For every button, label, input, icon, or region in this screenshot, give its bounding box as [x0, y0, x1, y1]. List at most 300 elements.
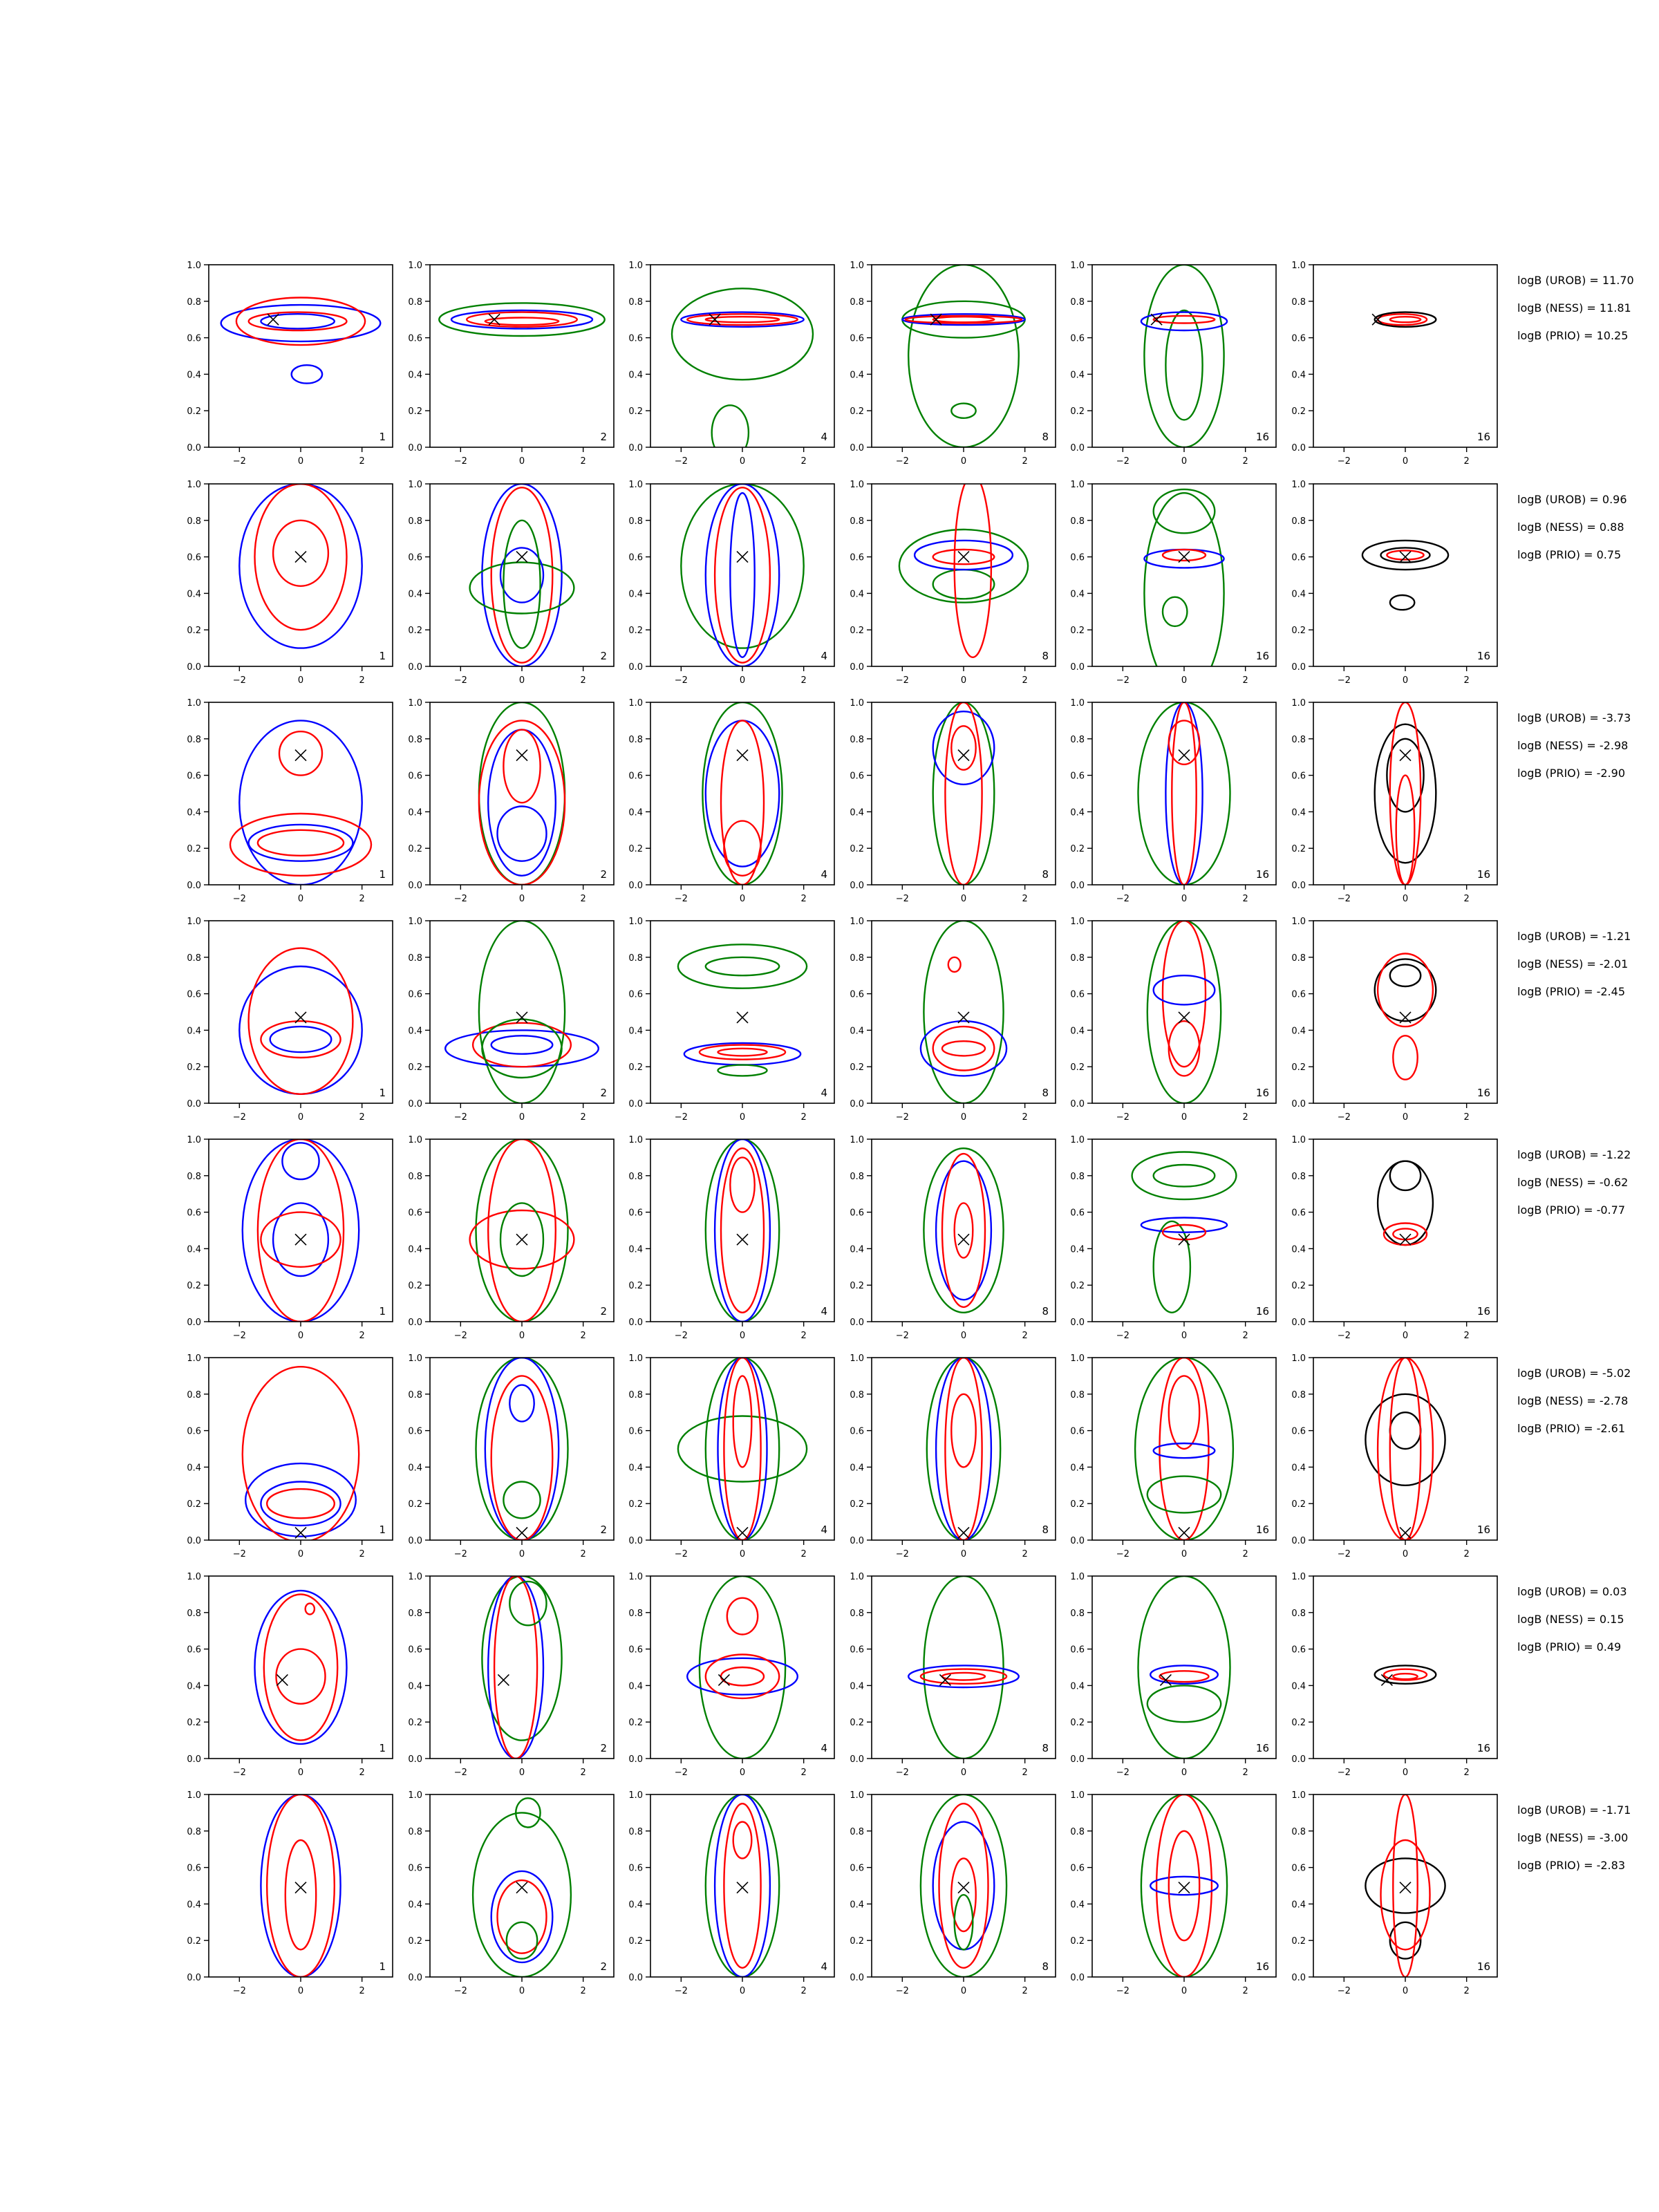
- y-tick-label: 0.2: [187, 1499, 201, 1510]
- x-tick-label: 0: [297, 894, 304, 904]
- x-tick-label: −2: [674, 456, 688, 467]
- y-tick-label: 1.0: [408, 1353, 422, 1364]
- x-tick-label: 2: [1242, 1986, 1248, 1996]
- logb-annotation: logB (PRIO) = -2.90: [1517, 767, 1625, 780]
- y-tick-label: 0.6: [628, 1644, 643, 1656]
- y-tick-label: 1.0: [628, 1135, 643, 1145]
- panel-label: 16: [1255, 1087, 1269, 1099]
- x-tick-label: 0: [1181, 675, 1188, 686]
- y-tick-label: 0.0: [1070, 1536, 1085, 1546]
- y-tick-label: 0.2: [1070, 1281, 1085, 1292]
- y-tick-label: 1.0: [408, 698, 422, 709]
- y-tick-label: 0.4: [1070, 1900, 1085, 1911]
- x-tick-label: 2: [1463, 1549, 1470, 1559]
- x-tick-label: 0: [518, 1549, 525, 1559]
- y-tick-label: 1.0: [1070, 261, 1085, 271]
- y-tick-label: 0.6: [628, 989, 643, 1000]
- y-tick-label: 0.8: [850, 297, 864, 308]
- x-tick-label: −2: [1116, 1112, 1130, 1123]
- y-tick-label: 0.2: [628, 1936, 643, 1947]
- x-tick-label: 2: [1463, 456, 1470, 467]
- y-tick-label: 0.6: [1070, 1208, 1085, 1219]
- panel-label: 2: [600, 1742, 607, 1754]
- x-tick-label: 2: [1022, 1331, 1028, 1341]
- y-tick-label: 0.2: [628, 626, 643, 637]
- y-tick-label: 0.6: [1070, 771, 1085, 782]
- y-tick-label: 0.4: [1070, 807, 1085, 818]
- x-tick-label: 0: [297, 1549, 304, 1559]
- y-tick-label: 0.6: [408, 1208, 422, 1219]
- y-tick-label: 0.8: [1070, 734, 1085, 745]
- y-tick-label: 0.2: [1070, 1936, 1085, 1947]
- x-tick-label: 0: [518, 1986, 525, 1996]
- x-tick-label: 0: [1402, 894, 1409, 904]
- y-tick-label: 0.2: [408, 1062, 422, 1074]
- y-tick-label: 0.4: [1291, 589, 1306, 600]
- y-tick-label: 0.2: [187, 406, 201, 418]
- y-tick-label: 0.6: [1291, 989, 1306, 1000]
- x-tick-label: 0: [297, 1331, 304, 1341]
- y-tick-label: 0.0: [850, 1099, 864, 1109]
- logb-annotation: logB (PRIO) = 0.49: [1517, 1640, 1622, 1653]
- x-tick-label: 2: [1463, 1986, 1470, 1996]
- x-tick-label: −2: [232, 1768, 246, 1778]
- y-tick-label: 0.2: [1291, 626, 1306, 637]
- y-tick-label: 0.6: [1070, 1426, 1085, 1437]
- x-tick-label: 0: [1402, 1331, 1409, 1341]
- y-tick-label: 0.2: [628, 1499, 643, 1510]
- y-tick-label: 0.6: [408, 1426, 422, 1437]
- y-tick-label: 1.0: [187, 917, 201, 927]
- y-tick-label: 1.0: [1070, 1135, 1085, 1145]
- x-tick-label: 2: [800, 1549, 807, 1559]
- y-tick-label: 0.8: [628, 516, 643, 527]
- y-tick-label: 1.0: [1070, 1353, 1085, 1364]
- x-tick-label: 2: [359, 894, 365, 904]
- y-tick-label: 0.4: [1070, 1026, 1085, 1037]
- y-tick-label: 1.0: [1291, 261, 1306, 271]
- y-tick-label: 0.6: [187, 771, 201, 782]
- y-tick-label: 0.0: [1070, 1973, 1085, 1983]
- y-tick-label: 0.4: [1291, 1463, 1306, 1474]
- y-tick-label: 0.8: [408, 1608, 422, 1619]
- x-tick-label: −2: [895, 456, 909, 467]
- y-tick-label: 0.0: [1291, 881, 1306, 891]
- y-tick-label: 0.8: [1070, 297, 1085, 308]
- x-tick-label: 0: [739, 894, 746, 904]
- x-tick-label: −2: [232, 1112, 246, 1123]
- x-tick-label: −2: [895, 1768, 909, 1778]
- logb-annotation: logB (NESS) = -0.62: [1517, 1176, 1629, 1189]
- panel-label: 8: [1042, 1087, 1049, 1099]
- y-tick-label: 0.6: [1291, 1644, 1306, 1656]
- x-tick-label: 0: [1402, 1768, 1409, 1778]
- y-tick-label: 0.0: [1291, 1536, 1306, 1546]
- y-tick-label: 0.8: [1291, 953, 1306, 964]
- x-tick-label: 0: [1181, 1549, 1188, 1559]
- x-tick-label: 2: [1463, 675, 1470, 686]
- y-tick-label: 0.4: [850, 1681, 864, 1692]
- y-tick-label: 0.6: [187, 333, 201, 344]
- y-tick-label: 0.2: [850, 626, 864, 637]
- panel-label: 16: [1477, 431, 1490, 443]
- y-tick-label: 0.0: [628, 662, 643, 673]
- x-tick-label: −2: [453, 1112, 467, 1123]
- x-tick-label: −2: [1337, 1331, 1351, 1341]
- y-tick-label: 0.6: [1291, 333, 1306, 344]
- y-tick-label: 0.2: [1291, 1718, 1306, 1729]
- y-tick-label: 0.2: [1070, 844, 1085, 855]
- x-tick-label: 0: [739, 675, 746, 686]
- y-tick-label: 1.0: [628, 261, 643, 271]
- panel-label: 8: [1042, 868, 1049, 881]
- y-tick-label: 1.0: [628, 480, 643, 490]
- panel-label: 16: [1255, 1305, 1269, 1318]
- y-tick-label: 0.8: [408, 1171, 422, 1182]
- logb-annotation: logB (UROB) = -5.02: [1517, 1367, 1631, 1380]
- y-tick-label: 0.8: [850, 1826, 864, 1837]
- x-tick-label: −2: [1337, 456, 1351, 467]
- x-tick-label: 2: [1463, 1331, 1470, 1341]
- y-tick-label: 0.0: [1291, 1318, 1306, 1328]
- x-tick-label: 0: [297, 456, 304, 467]
- y-tick-label: 0.2: [850, 844, 864, 855]
- y-tick-label: 0.8: [408, 297, 422, 308]
- x-tick-label: 2: [580, 1549, 586, 1559]
- panel-label: 1: [379, 1305, 386, 1318]
- panel-label: 1: [379, 650, 386, 662]
- y-tick-label: 0.2: [408, 1718, 422, 1729]
- panel-label: 4: [821, 1524, 827, 1536]
- y-tick-label: 0.8: [1070, 1171, 1085, 1182]
- y-tick-label: 0.6: [628, 1208, 643, 1219]
- panel-label: 8: [1042, 431, 1049, 443]
- y-tick-label: 1.0: [408, 1790, 422, 1801]
- y-tick-label: 0.4: [850, 1900, 864, 1911]
- y-tick-label: 0.4: [628, 1681, 643, 1692]
- y-tick-label: 0.0: [187, 1973, 201, 1983]
- y-tick-label: 0.4: [850, 1463, 864, 1474]
- y-tick-label: 0.6: [187, 1863, 201, 1874]
- y-tick-label: 0.2: [1291, 844, 1306, 855]
- y-tick-label: 0.8: [1070, 1608, 1085, 1619]
- y-tick-label: 0.4: [1070, 370, 1085, 381]
- y-tick-label: 0.6: [1070, 989, 1085, 1000]
- y-tick-label: 0.4: [187, 1026, 201, 1037]
- x-tick-label: 2: [1022, 1549, 1028, 1559]
- x-tick-label: 0: [1181, 1768, 1188, 1778]
- y-tick-label: 0.2: [408, 406, 422, 418]
- y-tick-label: 0.0: [1070, 662, 1085, 673]
- y-tick-label: 0.4: [1070, 1244, 1085, 1255]
- y-tick-label: 0.6: [628, 1426, 643, 1437]
- y-tick-label: 0.0: [1291, 1754, 1306, 1765]
- x-tick-label: −2: [232, 456, 246, 467]
- x-tick-label: 2: [1022, 1986, 1028, 1996]
- y-tick-label: 0.4: [1291, 1900, 1306, 1911]
- y-tick-label: 0.8: [1070, 1389, 1085, 1400]
- x-tick-label: 2: [1463, 894, 1470, 904]
- y-tick-label: 0.6: [850, 552, 864, 563]
- y-tick-label: 0.0: [187, 1536, 201, 1546]
- panel-label: 16: [1477, 1960, 1490, 1973]
- y-tick-label: 1.0: [850, 1135, 864, 1145]
- y-tick-label: 0.2: [408, 626, 422, 637]
- y-tick-label: 0.4: [850, 807, 864, 818]
- y-tick-label: 0.8: [408, 734, 422, 745]
- y-tick-label: 0.0: [628, 1318, 643, 1328]
- y-tick-label: 0.0: [1291, 1099, 1306, 1109]
- y-tick-label: 1.0: [850, 480, 864, 490]
- x-tick-label: 2: [1242, 1549, 1248, 1559]
- y-tick-label: 0.0: [628, 1536, 643, 1546]
- panel-label: 16: [1255, 1960, 1269, 1973]
- y-tick-label: 0.2: [850, 406, 864, 418]
- x-tick-label: 2: [1463, 1112, 1470, 1123]
- y-tick-label: 1.0: [187, 1135, 201, 1145]
- y-tick-label: 0.8: [187, 1171, 201, 1182]
- y-tick-label: 0.0: [187, 662, 201, 673]
- y-tick-label: 0.6: [408, 1644, 422, 1656]
- y-tick-label: 0.4: [408, 807, 422, 818]
- x-tick-label: −2: [1116, 675, 1130, 686]
- x-tick-label: 0: [518, 675, 525, 686]
- logb-annotation: logB (NESS) = 11.81: [1517, 301, 1631, 315]
- y-tick-label: 1.0: [850, 1572, 864, 1582]
- logb-annotation: logB (UROB) = 0.03: [1517, 1585, 1627, 1598]
- y-tick-label: 0.2: [1291, 1281, 1306, 1292]
- y-tick-label: 0.4: [408, 1463, 422, 1474]
- y-tick-label: 0.0: [850, 662, 864, 673]
- y-tick-label: 0.4: [187, 370, 201, 381]
- x-tick-label: 2: [1022, 894, 1028, 904]
- y-tick-label: 0.2: [1291, 1062, 1306, 1074]
- y-tick-label: 1.0: [628, 1572, 643, 1582]
- y-tick-label: 0.2: [850, 1718, 864, 1729]
- logb-annotation: logB (NESS) = -2.78: [1517, 1394, 1629, 1407]
- panel-label: 1: [379, 1524, 386, 1536]
- x-tick-label: −2: [674, 1986, 688, 1996]
- y-tick-label: 0.2: [408, 1499, 422, 1510]
- y-tick-label: 1.0: [1070, 1790, 1085, 1801]
- logb-annotation: logB (UROB) = 11.70: [1517, 274, 1634, 287]
- x-tick-label: −2: [232, 1549, 246, 1559]
- y-tick-label: 1.0: [1070, 698, 1085, 709]
- panel-label: 16: [1255, 1742, 1269, 1754]
- x-tick-label: 2: [1242, 1768, 1248, 1778]
- x-tick-label: 0: [739, 1331, 746, 1341]
- y-tick-label: 0.2: [850, 1281, 864, 1292]
- x-tick-label: −2: [453, 1549, 467, 1559]
- y-tick-label: 0.0: [408, 662, 422, 673]
- y-tick-label: 0.4: [628, 1900, 643, 1911]
- x-tick-label: −2: [895, 1986, 909, 1996]
- y-tick-label: 0.2: [408, 1281, 422, 1292]
- x-tick-label: −2: [895, 1112, 909, 1123]
- x-tick-label: 2: [359, 1986, 365, 1996]
- y-tick-label: 1.0: [1291, 480, 1306, 490]
- y-tick-label: 1.0: [187, 698, 201, 709]
- y-tick-label: 0.0: [850, 1536, 864, 1546]
- panel-label: 2: [600, 431, 607, 443]
- x-tick-label: 0: [960, 1331, 967, 1341]
- y-tick-label: 0.6: [187, 989, 201, 1000]
- y-tick-label: 0.6: [1291, 771, 1306, 782]
- y-tick-label: 0.4: [1291, 1244, 1306, 1255]
- x-tick-label: 0: [297, 1986, 304, 1996]
- y-tick-label: 0.6: [187, 552, 201, 563]
- x-tick-label: −2: [1337, 1549, 1351, 1559]
- x-tick-label: −2: [232, 1986, 246, 1996]
- y-tick-label: 0.4: [408, 589, 422, 600]
- x-tick-label: 0: [739, 1549, 746, 1559]
- panel-label: 4: [821, 1742, 827, 1754]
- y-tick-label: 0.2: [1070, 406, 1085, 418]
- y-tick-label: 0.0: [628, 1754, 643, 1765]
- y-tick-label: 1.0: [1291, 1572, 1306, 1582]
- y-tick-label: 1.0: [1070, 1572, 1085, 1582]
- panel-label: 2: [600, 650, 607, 662]
- y-tick-label: 0.2: [628, 1718, 643, 1729]
- y-tick-label: 0.6: [408, 333, 422, 344]
- y-tick-label: 0.0: [187, 1318, 201, 1328]
- y-tick-label: 0.8: [850, 1389, 864, 1400]
- x-tick-label: 0: [1181, 456, 1188, 467]
- y-tick-label: 0.8: [1291, 1171, 1306, 1182]
- y-tick-label: 0.8: [628, 1826, 643, 1837]
- x-tick-label: 2: [1463, 1768, 1470, 1778]
- y-tick-label: 0.6: [628, 1863, 643, 1874]
- y-tick-label: 0.0: [187, 1754, 201, 1765]
- panel-label: 1: [379, 431, 386, 443]
- x-tick-label: 2: [800, 675, 807, 686]
- panel-label: 16: [1477, 1087, 1490, 1099]
- y-tick-label: 0.0: [850, 443, 864, 453]
- y-tick-label: 0.8: [628, 1389, 643, 1400]
- y-tick-label: 0.6: [408, 1863, 422, 1874]
- y-tick-label: 1.0: [1291, 1353, 1306, 1364]
- logb-annotation: logB (UROB) = -3.73: [1517, 711, 1631, 724]
- y-tick-label: 1.0: [187, 261, 201, 271]
- panel-label: 16: [1255, 650, 1269, 662]
- y-tick-label: 1.0: [187, 1572, 201, 1582]
- y-tick-label: 0.4: [628, 1026, 643, 1037]
- y-tick-label: 0.2: [1070, 626, 1085, 637]
- logb-annotation: logB (NESS) = -3.00: [1517, 1831, 1629, 1844]
- x-tick-label: −2: [232, 894, 246, 904]
- panel-label: 4: [821, 1087, 827, 1099]
- panel-label: 2: [600, 868, 607, 881]
- y-tick-label: 0.6: [1070, 333, 1085, 344]
- y-tick-label: 0.6: [850, 333, 864, 344]
- x-tick-label: −2: [674, 1768, 688, 1778]
- y-tick-label: 0.4: [1070, 1681, 1085, 1692]
- y-tick-label: 0.2: [187, 1718, 201, 1729]
- logb-annotation: logB (NESS) = -2.01: [1517, 957, 1629, 971]
- panel-label: 8: [1042, 1960, 1049, 1973]
- panel-label: 8: [1042, 650, 1049, 662]
- y-tick-label: 0.8: [850, 1171, 864, 1182]
- y-tick-label: 1.0: [850, 917, 864, 927]
- y-tick-label: 0.8: [408, 1826, 422, 1837]
- y-tick-label: 0.0: [628, 881, 643, 891]
- y-tick-label: 0.0: [1070, 1099, 1085, 1109]
- y-tick-label: 0.0: [1070, 881, 1085, 891]
- x-tick-label: −2: [895, 1549, 909, 1559]
- x-tick-label: −2: [1337, 1986, 1351, 1996]
- panel-label: 2: [600, 1960, 607, 1973]
- y-tick-label: 0.0: [408, 1973, 422, 1983]
- x-tick-label: −2: [453, 1986, 467, 1996]
- y-tick-label: 0.4: [1291, 1026, 1306, 1037]
- x-tick-label: 2: [1242, 1331, 1248, 1341]
- y-tick-label: 0.6: [850, 1426, 864, 1437]
- y-tick-label: 0.6: [187, 1644, 201, 1656]
- y-tick-label: 0.0: [408, 1099, 422, 1109]
- x-tick-label: 2: [1242, 456, 1248, 467]
- y-tick-label: 0.6: [187, 1208, 201, 1219]
- panel-label: 2: [600, 1087, 607, 1099]
- y-tick-label: 1.0: [1291, 917, 1306, 927]
- y-tick-label: 1.0: [1291, 1135, 1306, 1145]
- x-tick-label: −2: [1337, 1112, 1351, 1123]
- y-tick-label: 0.6: [1070, 1863, 1085, 1874]
- x-tick-label: 2: [359, 456, 365, 467]
- y-tick-label: 1.0: [628, 917, 643, 927]
- logb-annotation: logB (PRIO) = -2.61: [1517, 1422, 1625, 1435]
- x-tick-label: 2: [359, 1549, 365, 1559]
- panel-label: 4: [821, 1305, 827, 1318]
- logb-annotation: logB (PRIO) = 10.25: [1517, 329, 1629, 342]
- y-tick-label: 1.0: [1070, 480, 1085, 490]
- x-tick-label: 0: [1402, 1549, 1409, 1559]
- x-tick-label: 2: [359, 1768, 365, 1778]
- y-tick-label: 0.4: [187, 589, 201, 600]
- y-tick-label: 1.0: [850, 1353, 864, 1364]
- panel-label: 8: [1042, 1305, 1049, 1318]
- y-tick-label: 0.4: [187, 1463, 201, 1474]
- y-tick-label: 0.8: [850, 516, 864, 527]
- y-tick-label: 1.0: [187, 1353, 201, 1364]
- x-tick-label: 0: [297, 1768, 304, 1778]
- x-tick-label: −2: [1337, 1768, 1351, 1778]
- x-tick-label: −2: [1116, 456, 1130, 467]
- logb-annotation: logB (PRIO) = 0.75: [1517, 548, 1622, 561]
- x-tick-label: 0: [1402, 675, 1409, 686]
- x-tick-label: 0: [1181, 1986, 1188, 1996]
- x-tick-label: 0: [518, 1112, 525, 1123]
- y-tick-label: 0.8: [187, 516, 201, 527]
- y-tick-label: 0.6: [1070, 1644, 1085, 1656]
- x-tick-label: 2: [580, 1112, 586, 1123]
- y-tick-label: 1.0: [408, 261, 422, 271]
- y-tick-label: 0.4: [187, 1681, 201, 1692]
- y-tick-label: 0.0: [1291, 662, 1306, 673]
- y-tick-label: 0.4: [850, 370, 864, 381]
- y-tick-label: 0.6: [408, 552, 422, 563]
- y-tick-label: 0.0: [628, 1973, 643, 1983]
- y-tick-label: 0.8: [850, 734, 864, 745]
- x-tick-label: 0: [960, 1768, 967, 1778]
- y-tick-label: 0.2: [850, 1936, 864, 1947]
- y-tick-label: 0.2: [187, 1281, 201, 1292]
- x-tick-label: −2: [1337, 894, 1351, 904]
- y-tick-label: 1.0: [1291, 1790, 1306, 1801]
- y-tick-label: 0.6: [850, 1208, 864, 1219]
- panel-label: 4: [821, 431, 827, 443]
- y-tick-label: 0.4: [628, 807, 643, 818]
- y-tick-label: 0.8: [187, 1826, 201, 1837]
